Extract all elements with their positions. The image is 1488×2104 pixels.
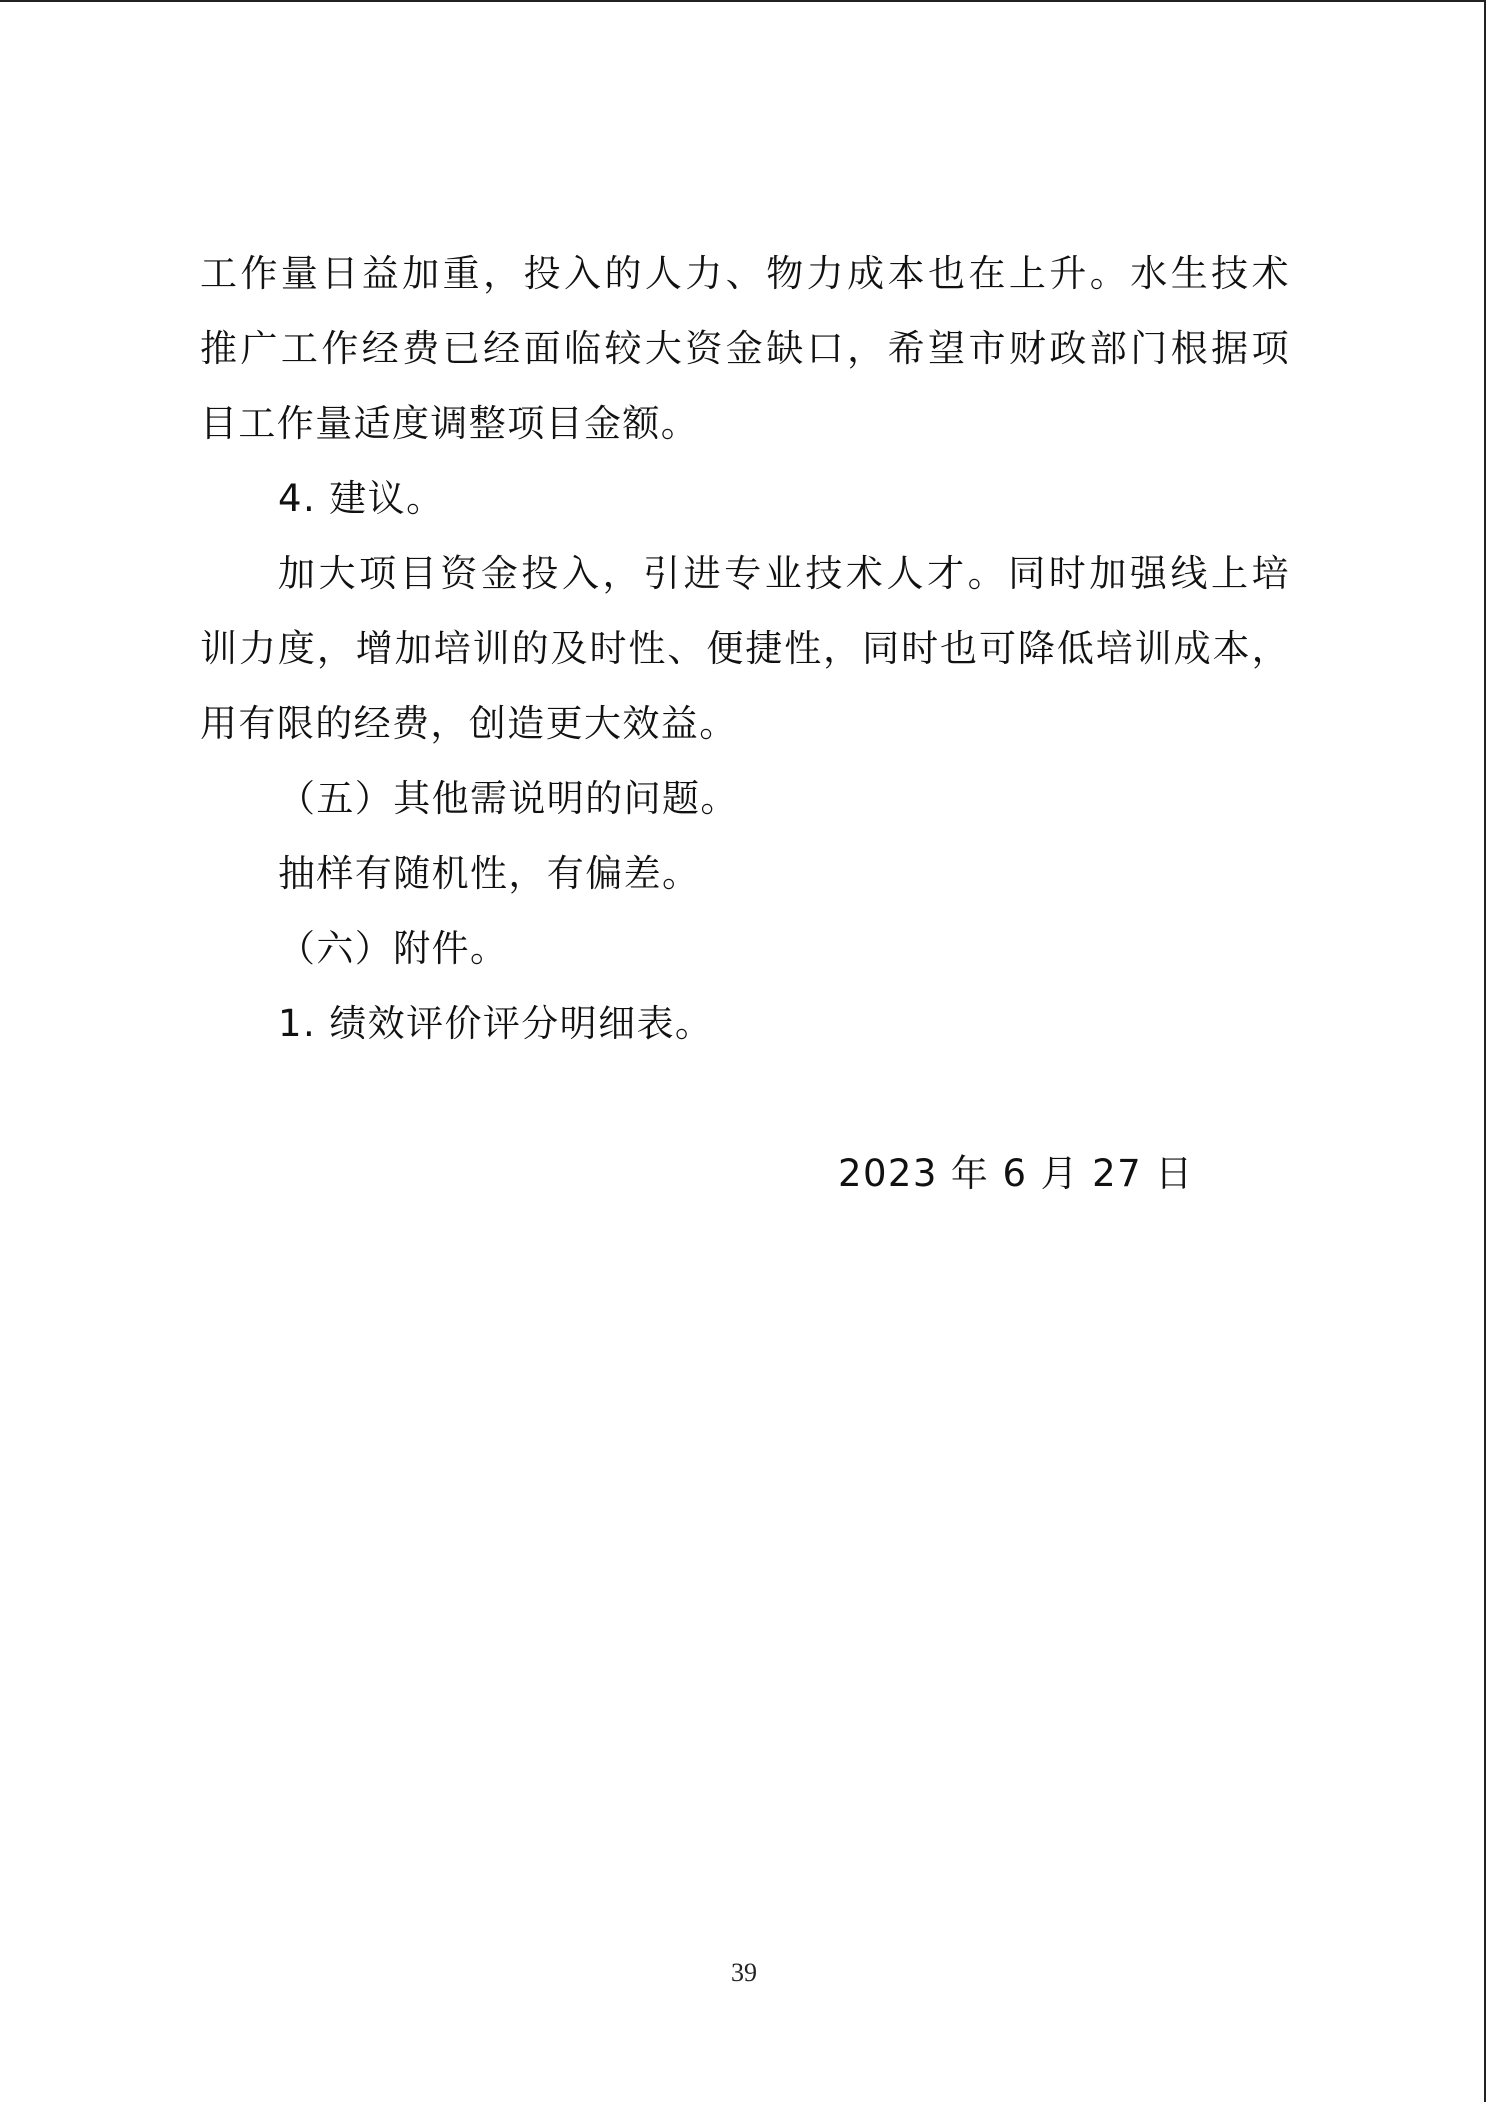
paragraph-line	[200, 327, 1290, 371]
attachment-item-1: 1. 绩效评价评分明细表。	[278, 1002, 714, 1045]
page-number: 39	[731, 1958, 757, 1987]
section-heading-suggestion: 4. 建议。	[278, 477, 445, 520]
paragraph-line	[278, 552, 1290, 596]
body-text-line-7: 用有限的经费，创造更大效益。	[200, 702, 738, 745]
body-text-line-3: 目工作量适度调整项目金额。	[200, 402, 700, 445]
body-text-line-1: 工作量日益加重，投入的人力、物力成本也在上升。水生技术	[200, 252, 1290, 295]
body-text-line-9: 抽样有随机性，有偏差。	[278, 852, 701, 895]
paragraph-line	[200, 627, 1290, 671]
body-text-line-6: 训力度，增加培训的及时性、便捷性，同时也可降低培训成本，	[200, 627, 1290, 670]
paragraph-line	[200, 252, 1290, 296]
body-text-line-5: 加大项目资金投入，引进专业技术人才。同时加强线上培	[278, 552, 1290, 595]
document-date: 2023 年 6 月 27 日	[838, 1152, 1194, 1195]
body-text-line-2: 推广工作经费已经面临较大资金缺口，希望市财政部门根据项	[200, 327, 1290, 370]
section-heading-attachments: （六）附件。	[278, 927, 509, 970]
section-heading-other-issues: （五）其他需说明的问题。	[278, 777, 739, 820]
